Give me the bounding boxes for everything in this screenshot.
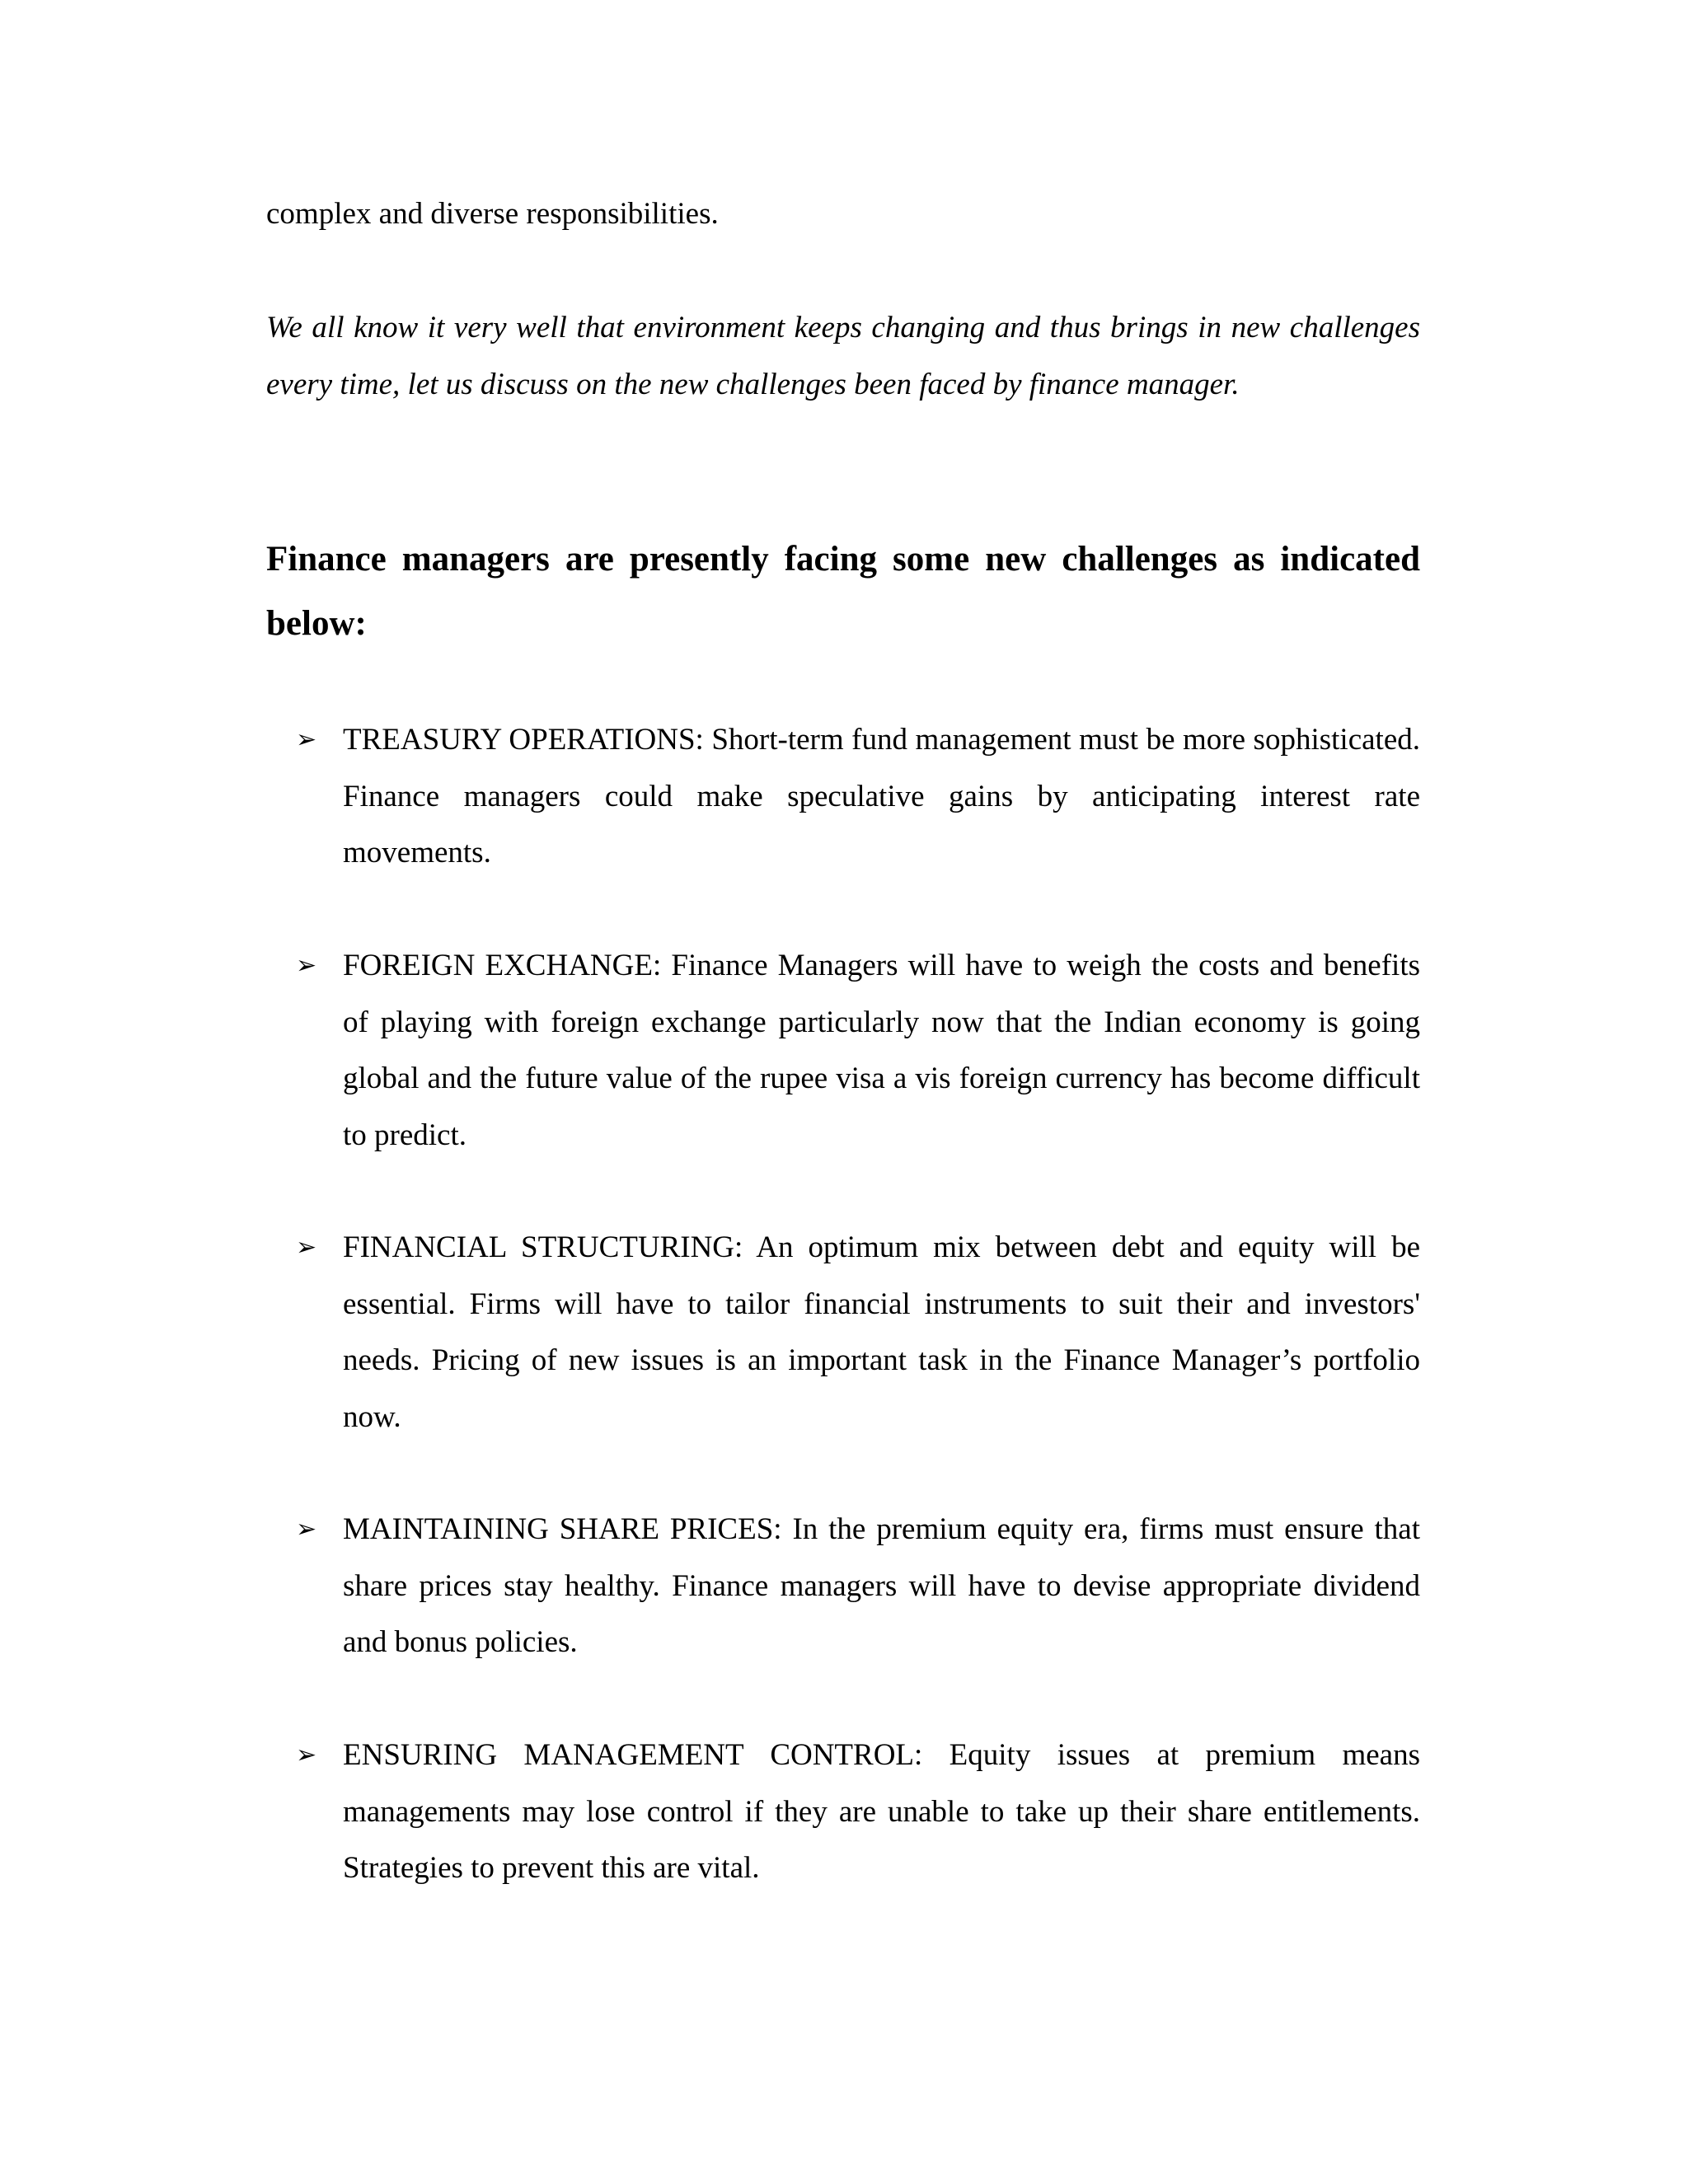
list-item-text: FINANCIAL STRUCTURING: An optimum mix between debt and equity will be essential. Firms will have to tailor financial instruments to suit their and investors' needs. Pricing of new issues is an important task in the Finance Manager’s portfolio now. bbox=[343, 1230, 1420, 1434]
italic-paragraph: We all know it very well that environment keeps changing and thus brings in new challenges every time, let us discuss on the new challenges been faced by finance manager. bbox=[266, 311, 1420, 401]
list-item-text: ENSURING MANAGEMENT CONTROL: Equity issues at premium means managements may lose control if they are unable to take up their share entitlements. Strategies to prevent this are vital. bbox=[343, 1738, 1420, 1885]
arrowhead-bullet-icon: ➢ bbox=[296, 1233, 317, 1262]
arrowhead-bullet-icon: ➢ bbox=[296, 951, 317, 980]
intro-line: complex and diverse responsibilities. bbox=[266, 197, 719, 231]
arrowhead-bullet-icon: ➢ bbox=[296, 725, 317, 754]
arrowhead-bullet-icon: ➢ bbox=[296, 1515, 317, 1544]
section-heading: Finance managers are presently facing some new challenges as indicated below: bbox=[266, 540, 1420, 643]
arrowhead-bullet-icon: ➢ bbox=[296, 1741, 317, 1769]
list-item-text: TREASURY OPERATIONS: Short-term fund management must be more sophisticated. Finance managers could make speculative gains by anticipating interest rate movements. bbox=[343, 723, 1420, 869]
list-item-text: FOREIGN EXCHANGE: Finance Managers will have to weigh the costs and benefits of playing with foreign exchange particularly now that the Indian economy is going global and the future value of the rupee visa a vis foreign currency has become difficult to predict. bbox=[343, 949, 1420, 1152]
list-item-text: MAINTAINING SHARE PRICES: In the premium equity era, firms must ensure that share prices stay healthy. Finance managers will have to devise appropriate dividend and bonus policies. bbox=[343, 1512, 1420, 1659]
